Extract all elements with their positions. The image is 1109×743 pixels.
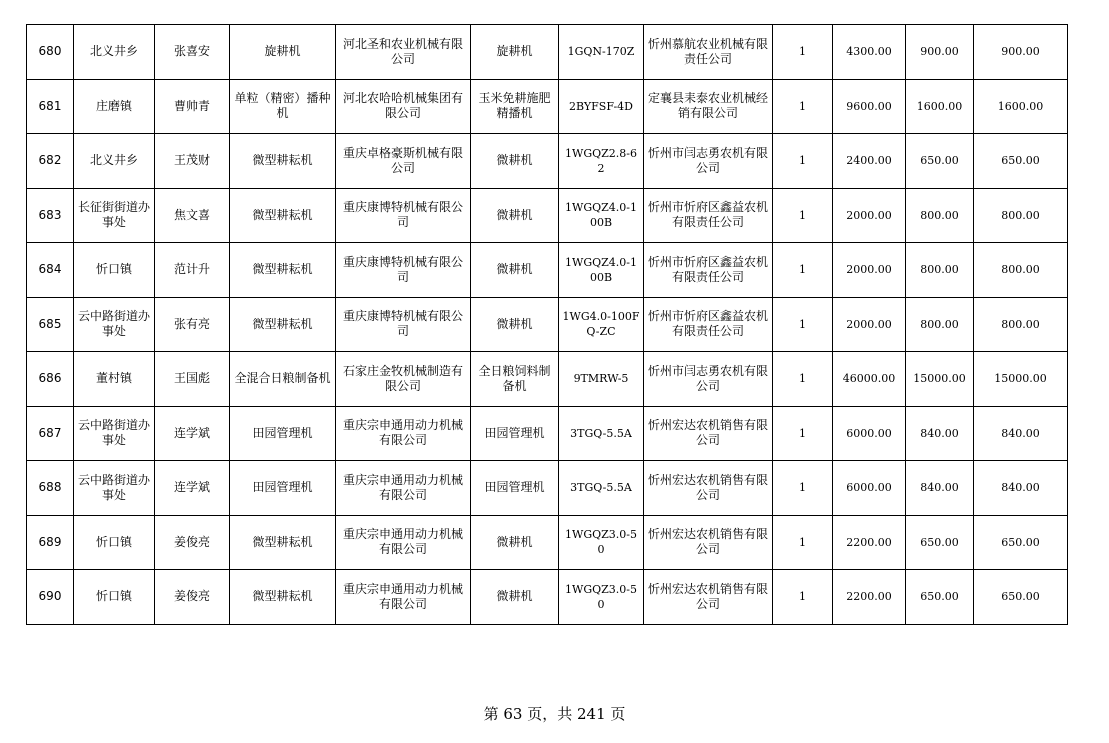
cell-buyer-name: 王茂财	[155, 134, 230, 189]
cell-model: 3TGQ-5.5A	[559, 461, 644, 516]
cell-dealer: 忻州市忻府区鑫益农机有限责任公司	[644, 243, 773, 298]
cell-machine-item: 微型耕耘机	[230, 515, 336, 570]
cell-buyer-name: 曹帅青	[155, 79, 230, 134]
cell-township: 北义井乡	[74, 25, 155, 80]
table-row	[27, 570, 1068, 625]
cell-subsidy: 800.00	[906, 243, 974, 298]
cell-total-subsidy: 800.00	[974, 297, 1068, 352]
cell-sale-price: 2200.00	[833, 570, 906, 625]
cell-model: 9TMRW-5	[559, 352, 644, 407]
cell-record-no: 684	[27, 243, 74, 298]
cell-sale-price: 6000.00	[833, 406, 906, 461]
cell-model: 1WGQZ3.0-50	[559, 570, 644, 625]
cell-sale-price: 9600.00	[833, 79, 906, 134]
table-row	[27, 243, 1068, 298]
cell-township: 忻口镇	[74, 515, 155, 570]
cell-subsidy: 800.00	[906, 297, 974, 352]
cell-buyer-name: 姜俊亮	[155, 570, 230, 625]
cell-subsidy: 650.00	[906, 134, 974, 189]
table-row	[27, 515, 1068, 570]
cell-machine-item: 微型耕耘机	[230, 570, 336, 625]
cell-township: 长征街街道办事处	[74, 188, 155, 243]
cell-total-subsidy: 800.00	[974, 188, 1068, 243]
cell-sale-price: 6000.00	[833, 461, 906, 516]
cell-product-name: 微耕机	[471, 134, 559, 189]
cell-total-subsidy: 1600.00	[974, 79, 1068, 134]
cell-manufacturer: 重庆宗申通用动力机械有限公司	[336, 406, 471, 461]
cell-manufacturer: 重庆宗申通用动力机械有限公司	[336, 461, 471, 516]
cell-township: 庄磨镇	[74, 79, 155, 134]
cell-township: 董村镇	[74, 352, 155, 407]
cell-buyer-name: 连学斌	[155, 461, 230, 516]
table-row	[27, 406, 1068, 461]
cell-machine-item: 全混合日粮制备机	[230, 352, 336, 407]
cell-subsidy: 900.00	[906, 25, 974, 80]
cell-manufacturer: 重庆康博特机械有限公司	[336, 188, 471, 243]
cell-buyer-name: 范计升	[155, 243, 230, 298]
cell-record-no: 683	[27, 188, 74, 243]
cell-machine-item: 微型耕耘机	[230, 134, 336, 189]
cell-record-no: 690	[27, 570, 74, 625]
cell-record-no: 680	[27, 25, 74, 80]
cell-model: 1WG4.0-100FQ-ZC	[559, 297, 644, 352]
cell-product-name: 田园管理机	[471, 461, 559, 516]
table-row	[27, 188, 1068, 243]
cell-total-subsidy: 650.00	[974, 570, 1068, 625]
cell-machine-item: 微型耕耘机	[230, 243, 336, 298]
cell-township: 忻口镇	[74, 243, 155, 298]
cell-township: 云中路街道办事处	[74, 297, 155, 352]
cell-manufacturer: 石家庄金牧机械制造有限公司	[336, 352, 471, 407]
cell-buyer-name: 张有亮	[155, 297, 230, 352]
cell-dealer: 忻州市闫志勇农机有限公司	[644, 134, 773, 189]
cell-quantity: 1	[773, 134, 833, 189]
page-footer: 第 63 页，共 241 页	[483, 705, 626, 723]
cell-sale-price: 2400.00	[833, 134, 906, 189]
cell-total-subsidy: 650.00	[974, 515, 1068, 570]
table-row	[27, 297, 1068, 352]
cell-buyer-name: 姜俊亮	[155, 515, 230, 570]
cell-model: 1WGQZ4.0-100B	[559, 243, 644, 298]
cell-manufacturer: 重庆康博特机械有限公司	[336, 297, 471, 352]
cell-quantity: 1	[773, 188, 833, 243]
cell-record-no: 687	[27, 406, 74, 461]
table-row	[27, 134, 1068, 189]
cell-product-name: 田园管理机	[471, 406, 559, 461]
cell-record-no: 689	[27, 515, 74, 570]
cell-dealer: 忻州宏达农机销售有限公司	[644, 406, 773, 461]
cell-dealer: 定襄县耒泰农业机械经销有限公司	[644, 79, 773, 134]
cell-subsidy: 840.00	[906, 406, 974, 461]
cell-dealer: 忻州宏达农机销售有限公司	[644, 461, 773, 516]
cell-subsidy: 840.00	[906, 461, 974, 516]
cell-total-subsidy: 840.00	[974, 461, 1068, 516]
cell-subsidy: 650.00	[906, 515, 974, 570]
table-row	[27, 352, 1068, 407]
cell-buyer-name: 连学斌	[155, 406, 230, 461]
cell-model: 1WGQZ3.0-50	[559, 515, 644, 570]
cell-model: 3TGQ-5.5A	[559, 406, 644, 461]
cell-township: 忻口镇	[74, 570, 155, 625]
table-row	[27, 79, 1068, 134]
cell-dealer: 忻州市忻府区鑫益农机有限责任公司	[644, 188, 773, 243]
cell-quantity: 1	[773, 79, 833, 134]
cell-total-subsidy: 800.00	[974, 243, 1068, 298]
cell-product-name: 微耕机	[471, 243, 559, 298]
cell-manufacturer: 重庆宗申通用动力机械有限公司	[336, 570, 471, 625]
cell-manufacturer: 重庆宗申通用动力机械有限公司	[336, 515, 471, 570]
cell-quantity: 1	[773, 352, 833, 407]
subsidy-table	[26, 24, 1068, 625]
cell-product-name: 微耕机	[471, 297, 559, 352]
cell-dealer: 忻州市忻府区鑫益农机有限责任公司	[644, 297, 773, 352]
cell-dealer: 忻州宏达农机销售有限公司	[644, 570, 773, 625]
cell-product-name: 玉米免耕施肥精播机	[471, 79, 559, 134]
cell-product-name: 全日粮饲料制备机	[471, 352, 559, 407]
cell-manufacturer: 重庆康博特机械有限公司	[336, 243, 471, 298]
cell-total-subsidy: 900.00	[974, 25, 1068, 80]
cell-model: 1WGQZ2.8-62	[559, 134, 644, 189]
cell-sale-price: 2000.00	[833, 297, 906, 352]
table-row	[27, 461, 1068, 516]
cell-record-no: 681	[27, 79, 74, 134]
cell-total-subsidy: 840.00	[974, 406, 1068, 461]
cell-quantity: 1	[773, 406, 833, 461]
cell-model: 1WGQZ4.0-100B	[559, 188, 644, 243]
cell-quantity: 1	[773, 297, 833, 352]
cell-subsidy: 15000.00	[906, 352, 974, 407]
cell-manufacturer: 河北圣和农业机械有限公司	[336, 25, 471, 80]
cell-machine-item: 微型耕耘机	[230, 188, 336, 243]
cell-machine-item: 微型耕耘机	[230, 297, 336, 352]
cell-manufacturer: 重庆卓格豪斯机械有限公司	[336, 134, 471, 189]
cell-township: 云中路街道办事处	[74, 406, 155, 461]
cell-product-name: 旋耕机	[471, 25, 559, 80]
cell-machine-item: 单粒（精密）播种机	[230, 79, 336, 134]
cell-model: 2BYFSF-4D	[559, 79, 644, 134]
table-body	[27, 25, 1068, 625]
cell-sale-price: 2200.00	[833, 515, 906, 570]
cell-quantity: 1	[773, 461, 833, 516]
cell-buyer-name: 张喜安	[155, 25, 230, 80]
table-row	[27, 25, 1068, 80]
cell-buyer-name: 焦文喜	[155, 188, 230, 243]
cell-quantity: 1	[773, 243, 833, 298]
cell-record-no: 682	[27, 134, 74, 189]
cell-machine-item: 田园管理机	[230, 461, 336, 516]
cell-manufacturer: 河北农哈哈机械集团有限公司	[336, 79, 471, 134]
cell-quantity: 1	[773, 515, 833, 570]
cell-record-no: 688	[27, 461, 74, 516]
cell-record-no: 686	[27, 352, 74, 407]
cell-quantity: 1	[773, 570, 833, 625]
cell-model: 1GQN-170Z	[559, 25, 644, 80]
cell-product-name: 微耕机	[471, 570, 559, 625]
cell-product-name: 微耕机	[471, 188, 559, 243]
cell-total-subsidy: 650.00	[974, 134, 1068, 189]
cell-sale-price: 2000.00	[833, 243, 906, 298]
cell-sale-price: 46000.00	[833, 352, 906, 407]
cell-dealer: 忻州市闫志勇农机有限公司	[644, 352, 773, 407]
cell-machine-item: 田园管理机	[230, 406, 336, 461]
cell-subsidy: 800.00	[906, 188, 974, 243]
cell-subsidy: 1600.00	[906, 79, 974, 134]
cell-buyer-name: 王国彪	[155, 352, 230, 407]
cell-sale-price: 2000.00	[833, 188, 906, 243]
cell-machine-item: 旋耕机	[230, 25, 336, 80]
cell-township: 云中路街道办事处	[74, 461, 155, 516]
cell-dealer: 忻州宏达农机销售有限公司	[644, 515, 773, 570]
cell-total-subsidy: 15000.00	[974, 352, 1068, 407]
cell-quantity: 1	[773, 25, 833, 80]
cell-dealer: 忻州慕航农业机械有限责任公司	[644, 25, 773, 80]
cell-sale-price: 4300.00	[833, 25, 906, 80]
cell-record-no: 685	[27, 297, 74, 352]
cell-subsidy: 650.00	[906, 570, 974, 625]
cell-product-name: 微耕机	[471, 515, 559, 570]
cell-township: 北义井乡	[74, 134, 155, 189]
